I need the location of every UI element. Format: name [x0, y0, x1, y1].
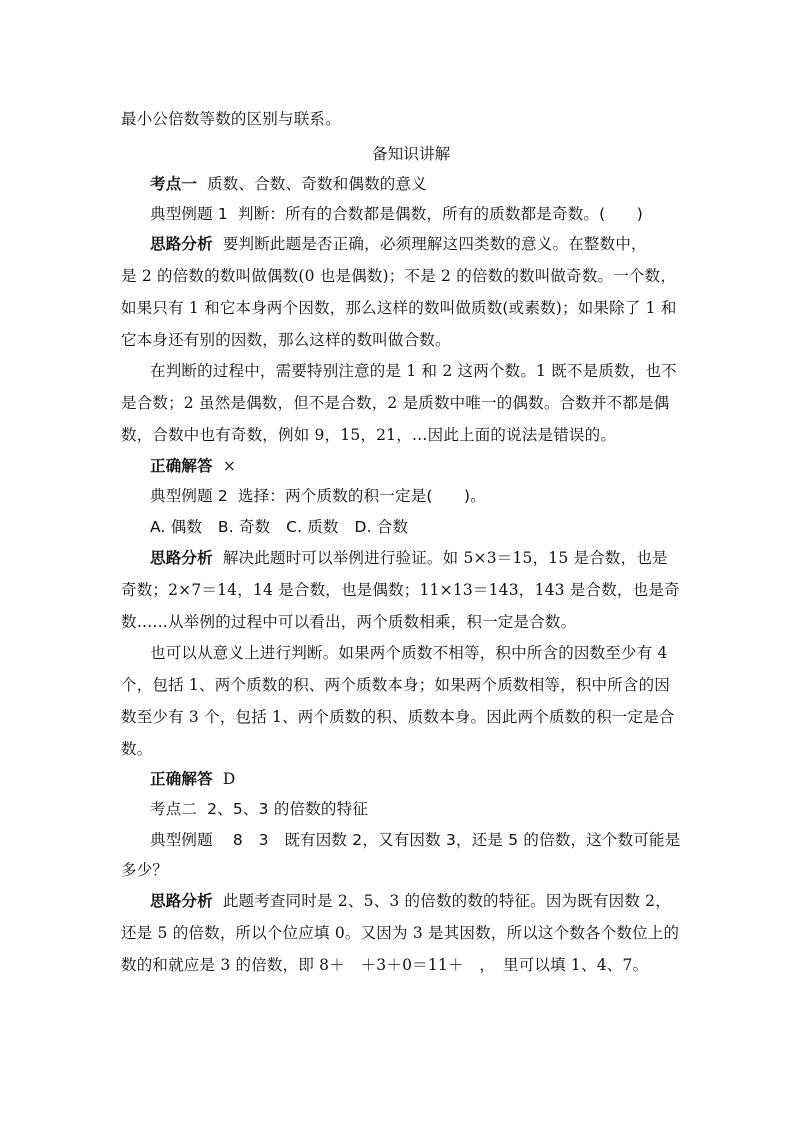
ex3-analysis-line-1: [150, 890, 671, 912]
ex3-analysis-text-1: 此题考查同时是 2、5、3 的倍数的数的特征。因为既有因数 2，: [222, 892, 671, 910]
section-title: 备知识讲解: [372, 145, 451, 163]
ex1-question-line: [150, 203, 643, 225]
ex1-analysis-line-2: 是 2 的倍数的数叫做偶数(0 也是偶数)；不是 2 的倍数的数叫做奇数。一个数，: [121, 267, 677, 285]
ex1-answer: ×: [222, 457, 236, 475]
ex1-label: 典型例题 1: [150, 205, 228, 223]
ex1-answer-line: [150, 455, 236, 477]
ex2-answer: D: [222, 770, 236, 788]
ex1-analysis-label: 思路分析: [150, 235, 213, 253]
ex2-analysis-label: 思路分析: [150, 549, 213, 567]
ex2-para2-line-3: 数至少有 3 个，包括 1、两个质数的积、质数本身。因此两个质数的积一定是合: [121, 708, 675, 726]
ex3-question-line-1: [150, 829, 680, 851]
ex1-analysis-text-1: 要判断此题是否正确，必须理解这四类数的意义。在整数中，: [222, 235, 647, 253]
ex3-question-1: 8 3 既有因数 2，又有因数 3，还是 5 的倍数，这个数可能是: [232, 831, 681, 849]
ex1-para2-line-1: 在判断的过程中，需要特别注意的是 1 和 2 这两个数。1 既不是质数，也不: [150, 362, 677, 380]
ex1-para2-line-2: 是合数；2 虽然是偶数，但不是合数，2 是质数中唯一的偶数。合数并不都是偶: [121, 394, 670, 412]
point2-label: 考点二: [150, 800, 198, 818]
ex2-analysis-line-2: 奇数；2×7＝14，14 是合数，也是偶数；11×13＝143，143 是合数，也是奇: [121, 581, 680, 599]
ex3-analysis-line-2: 还是 5 的倍数，所以个位应填 0。又因为 3 是其因数，所以这个数各个数位上的: [121, 924, 680, 942]
ex2-para2-line-4: 数。: [121, 740, 153, 758]
ex2-analysis-text-1: 解决此题时可以举例进行验证。如 5×3＝15，15 是合数，也是: [222, 549, 668, 567]
ex3-analysis-line-3: 数的和就应是 3 的倍数，即 8＋ ＋3＋0＝11＋ ， 里可以填 1、4、7。: [121, 956, 649, 974]
ex2-analysis-line-1: [150, 547, 668, 569]
ex2-analysis-line-3: 数……从举例的过程中可以看出，两个质数相乘，积一定是合数。: [121, 613, 577, 631]
ex3-question-line-2: 多少？: [121, 861, 169, 879]
ex2-label: 典型例题 2: [150, 487, 228, 505]
ex2-question: 选择：两个质数的积一定是( )。: [238, 487, 486, 505]
ex1-question: 判断：所有的合数都是偶数，所有的质数都是奇数。( ): [238, 205, 643, 223]
intro-line: 最小公倍数等数的区别与联系。: [121, 110, 341, 128]
point2-heading: [150, 798, 368, 820]
point1-heading: [150, 173, 427, 195]
point2-title: 2、5、3 的倍数的特征: [207, 800, 369, 818]
point1-title: 质数、合数、奇数和偶数的意义: [207, 175, 427, 193]
ex3-analysis-label: 思路分析: [150, 892, 213, 910]
ex2-question-line: [150, 485, 486, 507]
ex1-analysis-line-4: 它本身还有别的因数，那么这样的数叫做合数。: [121, 331, 451, 349]
ex2-answer-line: [150, 768, 235, 790]
ex1-answer-label: 正确解答: [150, 457, 213, 475]
ex2-para2-line-2: 个，包括 1、两个质数的积、两个质数本身；如果两个质数相等，积中所含的因: [121, 676, 670, 694]
ex2-options: A. 偶数 B. 奇数 C. 质数 D. 合数: [150, 518, 409, 536]
ex3-label: 典型例题: [150, 831, 213, 849]
ex2-answer-label: 正确解答: [150, 770, 213, 788]
point1-label: 考点一: [150, 175, 198, 193]
ex1-analysis-line-1: [150, 233, 647, 255]
ex1-para2-line-3: 数，合数中也有奇数，例如 9，15，21，…因此上面的说法是错误的。: [121, 426, 617, 444]
ex1-analysis-line-3: 如果只有 1 和它本身两个因数，那么这样的数叫做质数(或素数)；如果除了 1 和: [121, 299, 677, 317]
ex2-para2-line-1: 也可以从意义上进行判断。如果两个质数不相等，积中所含的因数至少有 4: [150, 644, 668, 662]
